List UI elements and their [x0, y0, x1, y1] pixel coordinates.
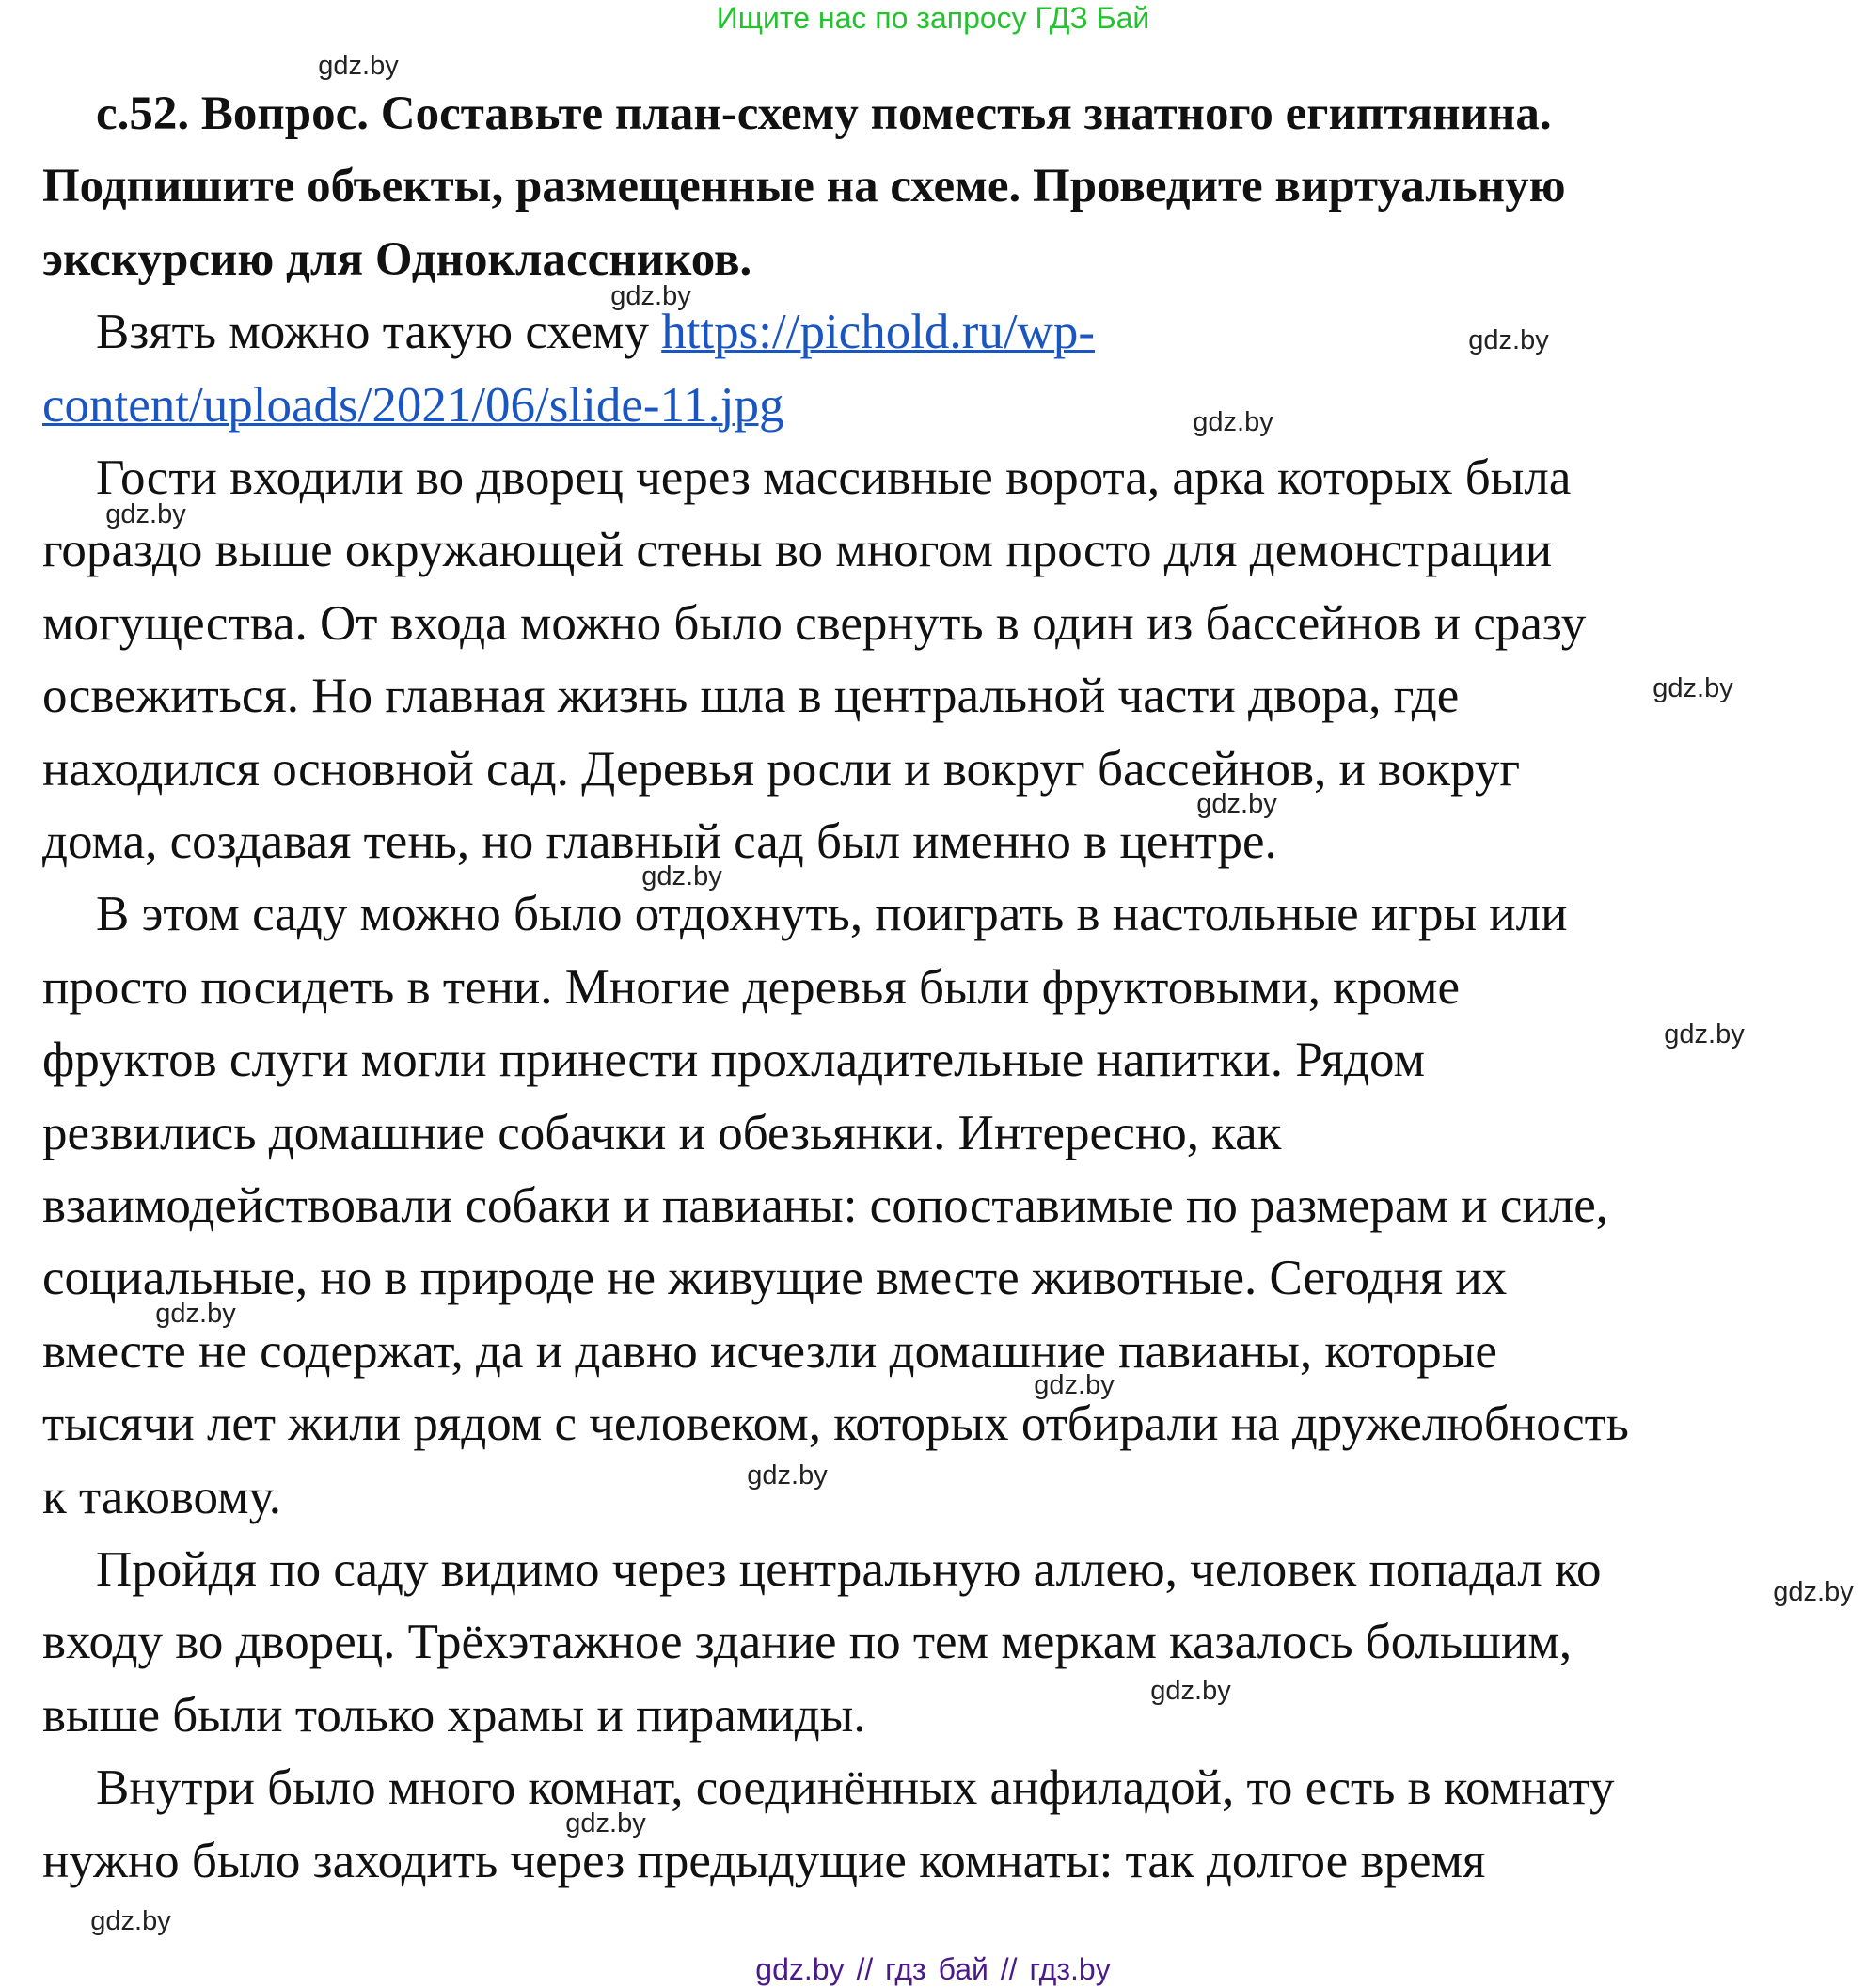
text-line — [42, 1824, 1485, 1898]
line-text: взаимодействовали собаки и павианы: сопоставимые по размерам и силе, — [42, 1178, 1608, 1233]
text-line — [42, 369, 784, 442]
line-text: выше были только храмы и пирамиды. — [42, 1687, 866, 1743]
text-line — [42, 1023, 1425, 1097]
text-line — [42, 1241, 1507, 1315]
line-text: с.52. Вопрос. Составьте план-схему поместья знатного египтянина. — [96, 87, 1552, 140]
line-text: входу во дворец. Трёхэтажное здание по тем меркам казалось большим, — [42, 1615, 1573, 1670]
search-banner: Ищите нас по запросу ГДЗ Бай — [716, 1, 1150, 35]
text-line — [42, 733, 1520, 806]
watermark: gdz.by — [90, 1906, 171, 1936]
line-text: находился основной сад. Деревья росли и вокруг бассейнов, и вокруг — [42, 741, 1521, 797]
image-link[interactable]: https://pichold.ru/wp- — [661, 305, 1095, 360]
text-line — [96, 1751, 1614, 1824]
text-line — [42, 1315, 1497, 1388]
image-link[interactable]: content/uploads/2021/06/slide-11.jpg — [42, 377, 784, 433]
watermark: gdz.by — [610, 281, 691, 311]
text-line — [42, 587, 1586, 660]
watermark: gdz.by — [747, 1460, 828, 1491]
watermark: gdz.by — [105, 499, 186, 529]
text-line — [42, 1460, 281, 1534]
line-text: социальные, но в природе не живущие вместе животные. Сегодня их — [42, 1251, 1508, 1306]
watermark: gdz.by — [1196, 789, 1277, 819]
text-line — [42, 1605, 1572, 1679]
watermark: gdz.by — [1193, 407, 1273, 437]
text-line — [42, 1679, 866, 1752]
watermark: gdz.by — [1150, 1676, 1231, 1706]
footer-links[interactable]: gdz.by // гдз бай // гдз.by — [755, 1952, 1111, 1986]
line-text: Взять можно такую схему — [96, 305, 662, 360]
watermark: gdz.by — [641, 861, 722, 891]
watermark: gdz.by — [1653, 673, 1733, 703]
line-text: гораздо выше окружающей стены во многом просто для демонстрации — [42, 523, 1553, 578]
watermark: gdz.by — [1034, 1370, 1115, 1400]
text-line — [96, 295, 1095, 369]
watermark: gdz.by — [318, 51, 399, 81]
line-text: могущества. От входа можно было свернуть в один из бассейнов и сразу — [42, 595, 1587, 651]
watermark: gdz.by — [1468, 325, 1549, 355]
line-text: Гости входили во дворец через массивные ворота, арка которых была — [96, 450, 1572, 505]
text-line — [42, 951, 1460, 1024]
watermark: gdz.by — [1773, 1577, 1854, 1607]
watermark: gdz.by — [1664, 1019, 1745, 1049]
line-text: дома, создавая тень, но главный сад был именно в центре. — [42, 814, 1277, 869]
question-line — [42, 150, 1566, 223]
text-line — [42, 1097, 1281, 1170]
text-line — [96, 441, 1571, 514]
line-text: В этом саду можно было отдохнуть, поиграть в настольные игры или — [96, 887, 1568, 942]
line-text: нужно было заходить через предыдущие комнаты: так долгое время — [42, 1833, 1486, 1888]
line-text: тысячи лет жили рядом с человеком, которых отбирали на дружелюбность — [42, 1396, 1629, 1452]
line-text: Внутри было много комнат, соединённых анфиладой, то есть в комнату — [96, 1760, 1615, 1816]
text-line — [42, 1169, 1608, 1242]
line-text: просто посидеть в тени. Многие деревья были фруктовыми, кроме — [42, 959, 1461, 1015]
question-line — [96, 77, 1552, 150]
line-text: резвились домашние собачки и обезьянки. Интересно, как — [42, 1105, 1282, 1160]
line-text: Пройдя по саду видимо через центральную аллею, человек попадал ко — [96, 1542, 1602, 1597]
line-text: фруктов слуги могли принести прохладительные напитки. Рядом — [42, 1033, 1426, 1088]
watermark: gdz.by — [155, 1299, 236, 1329]
line-text: вместе не содержат, да и давно исчезли домашние павианы, которые — [42, 1323, 1497, 1379]
text-line — [96, 1533, 1602, 1606]
line-text: Подпишите объекты, размещенные на схеме. Проведите виртуальную — [42, 160, 1566, 213]
line-text: к таковому. — [42, 1469, 282, 1524]
text-line — [42, 513, 1552, 587]
watermark: gdz.by — [565, 1808, 646, 1838]
line-text: экскурсию для Одноклассников. — [42, 232, 752, 286]
text-line — [96, 877, 1567, 951]
text-line — [42, 1387, 1629, 1460]
line-text: освежиться. Но главная жизнь шла в центральной части двора, где — [42, 669, 1460, 724]
text-line — [42, 659, 1459, 733]
